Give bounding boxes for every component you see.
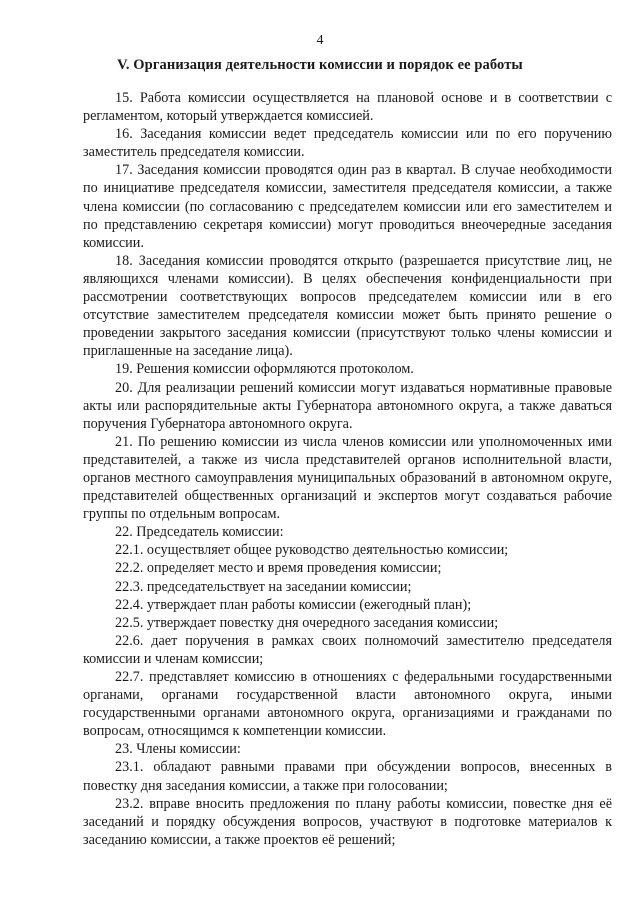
paragraph-23-1: 23.1. обладают равными правами при обсуждении вопросов, внесенных в повестку дня заседания комиссии, а также при голосовании; <box>83 759 612 794</box>
paragraph-23-2: 23.2. вправе вносить предложения по плану работы комиссии, повестке дня её заседаний и порядку обсуждения вопросов, участвуют в подготовке материалов к заседанию комиссии, а также проектов её решений; <box>83 795 612 848</box>
paragraph-18: 18. Заседания комиссии проводятся открыто (разрешается присутствие лиц, не являющихся членами комиссии). В целях обеспечения конфиденциальности при рассмотрении соответствующих вопросов председателем комиссии или в его отсутствие заместителем председателя комиссии может быть принято решение о проведении закрытого заседания комиссии (присутствуют только члены комиссии и приглашенные на заседание лица). <box>83 252 612 360</box>
paragraph-15: 15. Работа комиссии осуществляется на плановой основе и в соответствии с регламентом, который утверждается комиссией. <box>83 90 612 125</box>
paragraph-20: 20. Для реализации решений комиссии могут издаваться нормативные правовые акты или распорядительные акты Губернатора автономного округа, а также даваться поручения Губернатора автономного округа. <box>83 379 612 432</box>
paragraph-21: 21. По решению комиссии из числа членов комиссии или уполномоченных ими представителей, а также из числа представителей органов исполнительной власти, органов местного самоуправления муниципальных образований в автономном округе, представителей общественных организаций и экспертов могут создаваться рабочие группы по отдельным вопросам. <box>83 433 612 523</box>
paragraph-22-5: 22.5. утверждает повестку дня очередного заседания комиссии; <box>115 614 499 631</box>
paragraph-17: 17. Заседания комиссии проводятся один раз в квартал. В случае необходимости по инициативе председателя комиссии, заместителя председателя комиссии, а также члена комиссии (по согласованию с председателем комиссии или его заместителем и по представлению секретаря комиссии) могут проводиться внеочередные заседания комиссии. <box>83 162 612 251</box>
paragraph-22-7: 22.7. представляет комиссию в отношениях с федеральными государственными органами, органами государственной власти автономного округа, иными государственными органами автономного округа, организациями и гражданами по вопросам, относящимся к компетенции комиссии. <box>83 669 612 740</box>
paragraph-22-6: 22.6. дает поручения в рамках своих полномочий заместителю председателя комиссии и членам комиссии; <box>83 632 612 667</box>
section-title: V. Организация деятельности комиссии и порядок ее работы <box>117 57 523 73</box>
paragraph-22: 22. Председатель комиссии: <box>115 524 284 541</box>
page-number: 4 <box>316 33 324 48</box>
paragraph-22-2: 22.2. определяет место и время проведения комиссии; <box>115 560 442 577</box>
document-body <box>83 89 612 849</box>
paragraph-22-4: 22.4. утверждает план работы комиссии (ежегодный план); <box>115 596 472 613</box>
paragraph-19: 19. Решения комиссии оформляются протоколом. <box>115 361 414 378</box>
paragraph-22-1: 22.1. осуществляет общее руководство деятельностью комиссии; <box>115 542 509 559</box>
paragraph-23: 23. Члены комиссии: <box>115 741 241 758</box>
paragraph-22-3: 22.3. председательствует на заседании комиссии; <box>115 578 412 595</box>
paragraph-16: 16. Заседания комиссии ведет председатель комиссии или по его поручению заместитель председателя комиссии. <box>83 126 612 161</box>
